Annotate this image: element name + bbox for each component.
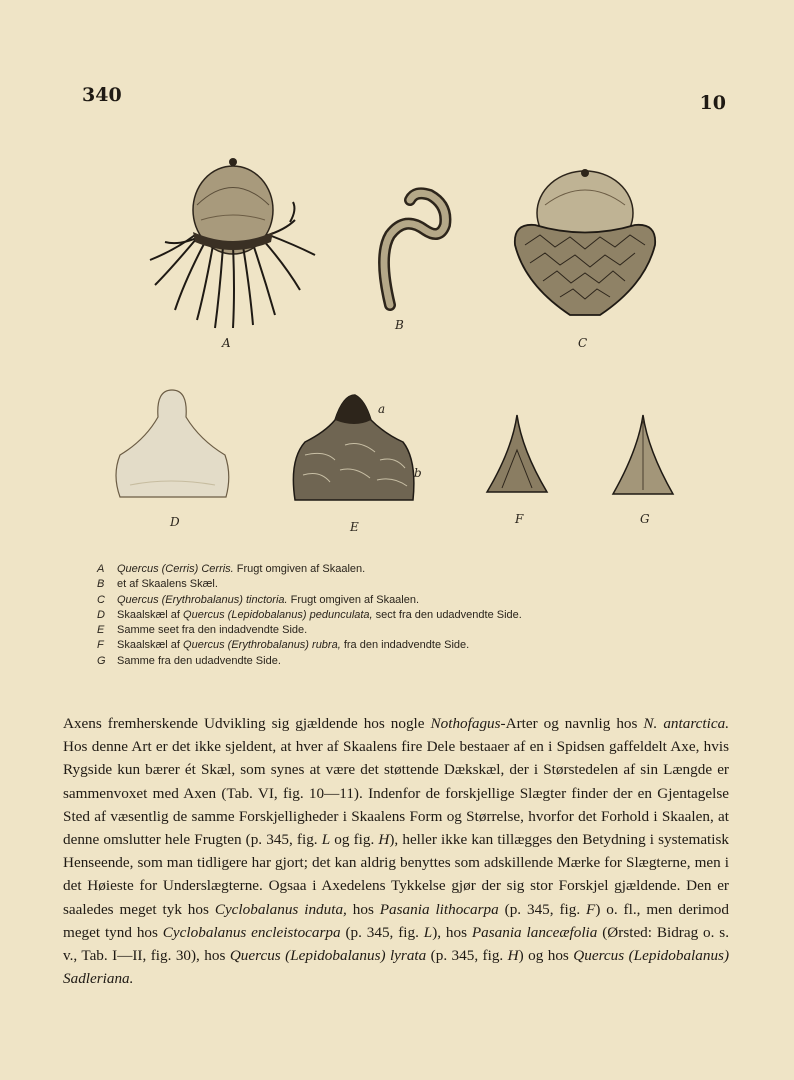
caption-fragment: Skaalskæl af — [117, 639, 184, 652]
figure-c-acorn-scaly-cup — [505, 165, 665, 325]
caption-row — [97, 608, 657, 623]
caption-fragment: sect fra den udadvendte Side. — [372, 608, 522, 621]
body-fragment: Cyclobalanus induta, — [214, 900, 347, 918]
figure-b-scale — [360, 185, 460, 315]
body-fragment: ), hos — [432, 923, 472, 941]
body-fragment: Hos denne Art er det ikke sjeldent, at hver af Skaalens fire Dele bestaaer af en i Spidsen gaffeldelt Axe, hvis Rygside kun bærer ét Skæl, som synes at være det støttende Dækskæl, der i Størstedelen af sin Længde er sammenvoxet med Axen (Tab. VI, fig. 10—11). Indenfor de forskjellige Slægter finder der en Gjentagelse Sted af væsentlig de samme Forskjelligheder i Skaalens Form og Størrelse, hvorfor det Forhold i Skaalen, at denne omslutter hele Frugten (p. 345, fig. — [63, 738, 729, 849]
body-fragment: L — [321, 831, 331, 849]
body-fragment: ) o. fl., men derimod meget tynd hos — [63, 900, 729, 941]
caption-row — [97, 654, 657, 669]
caption-fragment: Skaalskæl af — [117, 608, 184, 621]
caption-letter: E — [97, 624, 105, 637]
body-fragment: og fig. — [330, 831, 379, 849]
caption-row — [97, 577, 657, 592]
caption-fragment: Quercus (Erythrobalanus) rubra, — [183, 639, 341, 652]
figure-e-scale-inner — [285, 390, 425, 510]
body-fragment: (p. 345, fig. — [340, 923, 424, 941]
figure-label-d: D — [170, 515, 180, 529]
figure-g-small-scale — [608, 410, 678, 500]
body-fragment: -Arter og navnlig hos — [500, 715, 644, 732]
body-fragment: F — [586, 900, 596, 918]
figure-caption — [97, 562, 657, 669]
body-fragment: Quercus (Lepidobalanus) lyrata — [229, 947, 427, 965]
caption-letter: A — [97, 563, 105, 575]
caption-fragment: Quercus (Lepidobalanus) pedunculata, — [183, 608, 373, 621]
figure-label-c: C — [578, 336, 588, 350]
caption-fragment: Samme fra den udadvendte Side. — [117, 654, 281, 667]
body-fragment: Pasania lithocarpa — [379, 900, 499, 918]
body-fragment: Cyclobalanus encleistocarpa — [162, 923, 341, 941]
caption-text — [117, 593, 419, 608]
caption-letter: G — [97, 654, 106, 667]
caption-fragment: Frugt omgiven af Skaalen. — [233, 563, 366, 575]
body-fragment: (p. 345, fig. — [498, 900, 587, 918]
body-fragment: (p. 345, fig. — [426, 947, 508, 965]
body-fragment: ), heller ikke kan tillægges den Betydning i systematisk Henseende, som man tidligere har gjort; det kan aldrig benyttes som adskillende Mærke for Slægterne, men i det Høieste for Underslægterne. Ogsaa i Axedelens Tykkelse gjør der sig stor Forskjel gjældende. Den er saaledes meget tyk hos — [63, 831, 729, 918]
body-fragment: Nothofagus — [430, 715, 501, 732]
body-paragraph — [63, 712, 729, 990]
caption-fragment: Quercus (Cerris) Cerris. — [117, 563, 234, 575]
caption-text — [117, 562, 365, 577]
figure-annotation-b: b — [414, 466, 422, 480]
caption-row — [97, 623, 657, 638]
caption-letter: C — [97, 593, 105, 606]
caption-fragment: Frugt omgiven af Skaalen. — [287, 593, 420, 606]
caption-text — [117, 577, 218, 592]
caption-letter: B — [97, 578, 105, 591]
body-fragment: Quercus (Lepidobalanus) Sadleriana. — [63, 947, 730, 988]
caption-letter: D — [97, 608, 105, 621]
body-fragment: Pasania lanceæfolia — [471, 923, 598, 941]
caption-fragment: Samme seet fra den indadvendte Side. — [117, 624, 308, 637]
caption-letter: F — [97, 639, 104, 652]
caption-row — [97, 593, 657, 608]
caption-fragment: et af Skaalens Skæl. — [117, 578, 218, 591]
figure-annotation-a: a — [378, 402, 386, 416]
caption-text — [117, 608, 522, 623]
figure-f-small-scale — [482, 410, 552, 500]
caption-text — [117, 638, 469, 653]
page-number: 340 — [82, 84, 122, 106]
caption-text — [117, 623, 307, 638]
body-fragment: Axens fremherskende Udvikling sig gjældende hos nogle — [63, 715, 431, 732]
body-fragment: H — [507, 947, 519, 965]
figure-label-b: B — [395, 318, 404, 332]
caption-fragment: fra den indadvendte Side. — [340, 639, 470, 652]
caption-row — [97, 562, 657, 577]
body-fragment: ) og hos — [518, 947, 574, 965]
figure-label-g: G — [640, 512, 650, 526]
caption-row — [97, 638, 657, 653]
body-fragment: L — [423, 923, 433, 941]
caption-fragment: Quercus (Erythrobalanus) tinctoria. — [117, 593, 288, 606]
figure-d-scale-outer — [110, 385, 235, 505]
figure-label-f: F — [515, 512, 524, 526]
body-text — [63, 712, 729, 990]
caption-text — [117, 654, 281, 669]
figure-label-a: A — [222, 336, 231, 350]
body-fragment: H — [378, 831, 390, 849]
figure-a-acorn-shaggy-cup — [135, 150, 325, 335]
body-fragment: hos — [346, 900, 380, 918]
figure-label-e: E — [350, 520, 359, 534]
plate-number: 10 — [699, 92, 726, 114]
body-fragment: (Ørsted: Bidrag o. s. v., Tab. I—II, fig. 30), hos — [63, 923, 730, 965]
body-fragment: N. antarctica. — [643, 715, 729, 732]
